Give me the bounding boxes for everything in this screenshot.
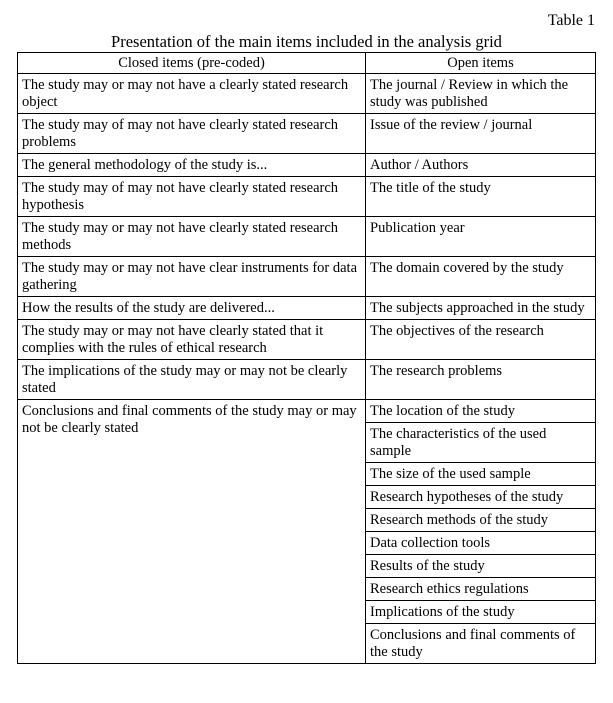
table-row bbox=[18, 154, 596, 177]
open-item-cell bbox=[366, 217, 596, 257]
open-item-cell bbox=[366, 257, 596, 297]
table-header bbox=[18, 53, 596, 74]
closed-item-cell bbox=[18, 217, 366, 257]
table-body bbox=[18, 74, 596, 664]
open-item-cell bbox=[366, 532, 596, 555]
open-item-cell-text: The location of the study bbox=[370, 403, 515, 419]
open-item-cell-text: The journal / Review in which the study was published bbox=[370, 77, 569, 110]
closed-item-cell bbox=[18, 154, 366, 177]
table-row bbox=[18, 74, 596, 114]
closed-item-cell-text: Conclusions and final comments of the study may or may not be clearly stated bbox=[22, 403, 357, 436]
open-item-cell-text: The objectives of the research bbox=[370, 323, 544, 339]
table-row bbox=[18, 320, 596, 360]
open-items-header: Open items bbox=[366, 53, 596, 74]
open-item-cell bbox=[366, 601, 596, 624]
closed-items-header: Closed items (pre-coded) bbox=[18, 53, 366, 74]
closed-item-cell-text: The study may of may not have clearly stated research hypothesis bbox=[22, 180, 339, 213]
table-row bbox=[18, 400, 596, 423]
open-item-cell-text: Results of the study bbox=[370, 558, 485, 574]
closed-item-cell bbox=[18, 360, 366, 400]
open-item-cell bbox=[366, 154, 596, 177]
open-item-cell-text: The subjects approached in the study bbox=[370, 300, 585, 316]
closed-item-cell-text: The implications of the study may or may not be clearly stated bbox=[22, 363, 348, 396]
closed-item-cell-text: The study may or may not have a clearly stated research object bbox=[22, 77, 349, 110]
header-row bbox=[18, 53, 596, 74]
open-item-cell-text: Implications of the study bbox=[370, 604, 515, 620]
open-item-cell bbox=[366, 114, 596, 154]
open-item-cell bbox=[366, 177, 596, 217]
table-row bbox=[18, 114, 596, 154]
open-item-cell-text: Research methods of the study bbox=[370, 512, 548, 528]
table-row bbox=[18, 360, 596, 400]
open-item-cell-text: Data collection tools bbox=[370, 535, 490, 551]
open-item-cell bbox=[366, 320, 596, 360]
closed-item-cell-text: How the results of the study are delivered... bbox=[22, 300, 275, 316]
open-item-cell-text: Research hypotheses of the study bbox=[370, 489, 564, 505]
table-row bbox=[18, 257, 596, 297]
open-item-cell-text: The research problems bbox=[370, 363, 503, 379]
open-item-cell-text: Publication year bbox=[370, 220, 465, 236]
table-label: Table 1 bbox=[547, 12, 595, 29]
closed-item-cell bbox=[18, 177, 366, 217]
table-title: Presentation of the main items included in the analysis grid bbox=[111, 32, 502, 51]
open-item-cell bbox=[366, 360, 596, 400]
open-item-cell bbox=[366, 555, 596, 578]
open-item-cell bbox=[366, 400, 596, 423]
open-item-cell bbox=[366, 578, 596, 601]
open-item-cell bbox=[366, 74, 596, 114]
closed-item-cell bbox=[18, 320, 366, 360]
closed-item-cell-text: The general methodology of the study is... bbox=[22, 157, 268, 173]
table-row bbox=[18, 217, 596, 257]
open-item-cell bbox=[366, 509, 596, 532]
open-item-cell-text: The domain covered by the study bbox=[370, 260, 564, 276]
table-row bbox=[18, 177, 596, 217]
closed-item-cell-text: The study may or may not have clear instruments for data gathering bbox=[22, 260, 358, 293]
open-item-cell bbox=[366, 297, 596, 320]
open-item-cell-text: Research ethics regulations bbox=[370, 581, 529, 597]
open-item-cell-text: Conclusions and final comments of the study bbox=[370, 627, 576, 660]
open-item-cell-text: The title of the study bbox=[370, 180, 491, 196]
closed-item-cell-text: The study may or may not have clearly stated research methods bbox=[22, 220, 339, 253]
open-item-cell-text: Issue of the review / journal bbox=[370, 117, 533, 133]
closed-item-cell bbox=[18, 74, 366, 114]
table-row bbox=[18, 297, 596, 320]
open-item-cell bbox=[366, 423, 596, 463]
closed-item-cell-text: The study may of may not have clearly stated research problems bbox=[22, 117, 339, 150]
closed-item-cell bbox=[18, 400, 366, 664]
closed-item-cell bbox=[18, 114, 366, 154]
open-item-cell bbox=[366, 463, 596, 486]
open-item-cell-text: The size of the used sample bbox=[370, 466, 531, 482]
closed-item-cell bbox=[18, 257, 366, 297]
closed-item-cell bbox=[18, 297, 366, 320]
open-item-cell-text: The characteristics of the used sample bbox=[370, 426, 547, 459]
open-item-cell-text: Author / Authors bbox=[370, 157, 469, 173]
open-item-cell bbox=[366, 486, 596, 509]
open-item-cell bbox=[366, 624, 596, 664]
closed-item-cell-text: The study may or may not have clearly stated that it complies with the rules of ethical research bbox=[22, 323, 324, 356]
analysis-grid-table bbox=[17, 52, 596, 664]
